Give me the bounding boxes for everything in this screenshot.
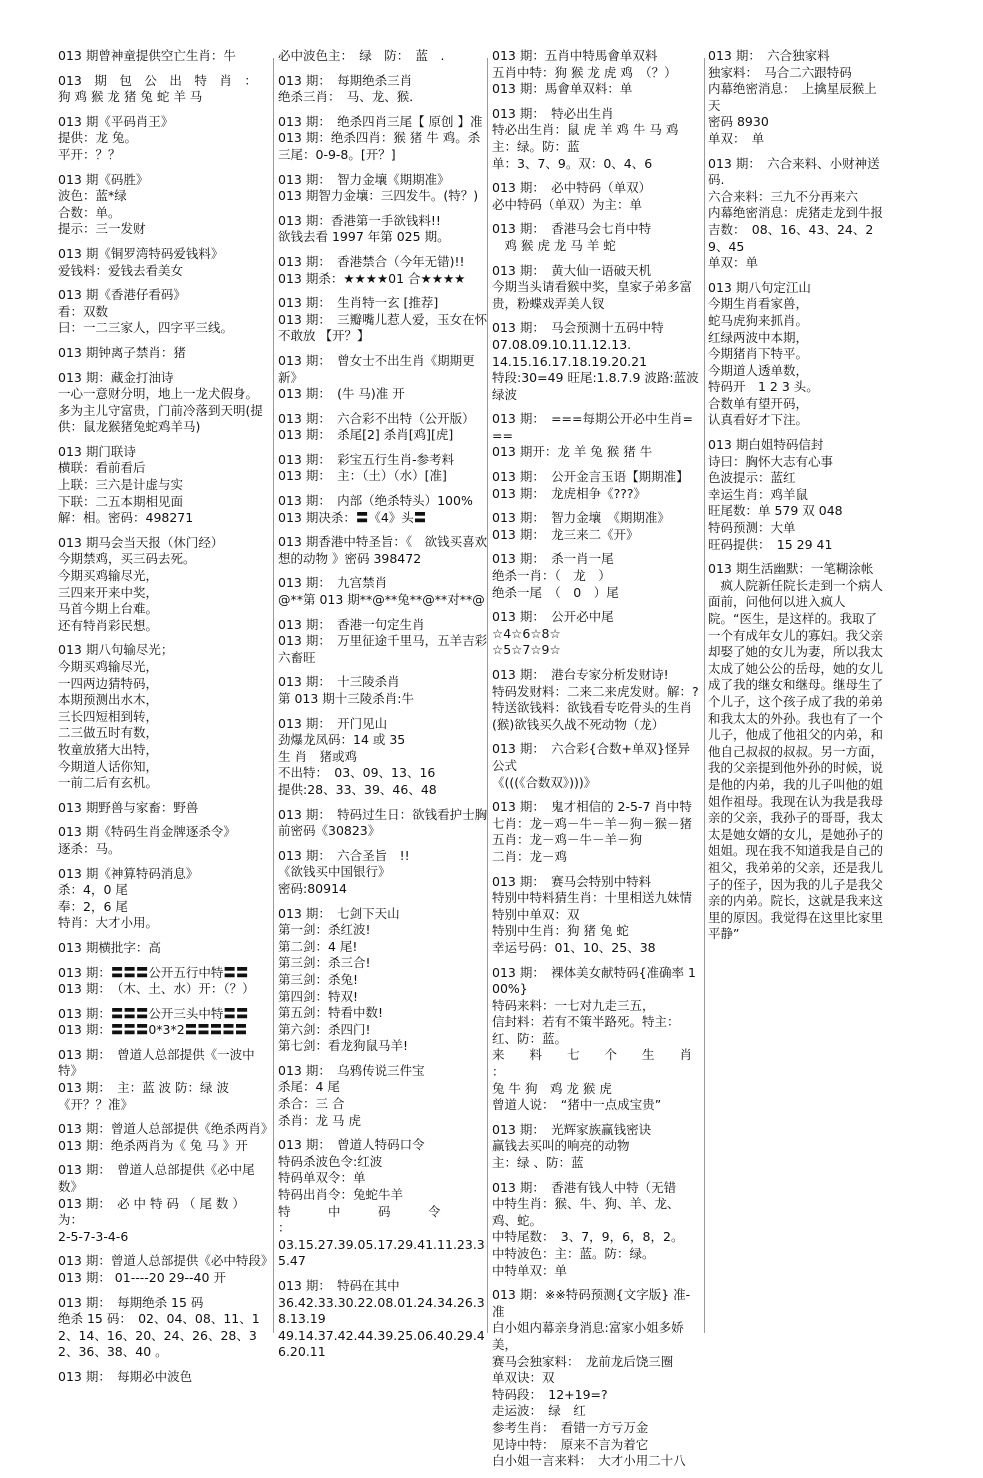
text-line: 特别中生肖：狗 猪 兔 蛇 [492, 923, 629, 939]
text-line: 今期生肖看家兽， [708, 296, 809, 312]
text-line: 红绿两波中本期， [708, 329, 809, 345]
text-line: 第五剑：特看中数! [278, 1005, 384, 1021]
text-line: 马首今期上台难。 [58, 601, 159, 617]
column-1 [58, 48, 274, 1394]
text-line: 今期禁鸡，买三码去死。 [58, 551, 196, 567]
text-line: 013 期《特码生肖金牌逐杀令》 [58, 824, 236, 840]
text-line: 特送欲钱料：欲钱看专吃骨头的生肖(猴)欲钱买久战不死动物（龙） [492, 700, 693, 732]
text-line: 内幕绝密消息： 上擒星辰猴上天 [708, 81, 877, 113]
text-line: 下联：二五本期相见面 [58, 493, 184, 509]
text-line: 必中波色主： 绿 防： 蓝 . [278, 48, 445, 63]
text-block [492, 667, 702, 733]
text-line: 疯人院新任院长走到一个病人面前，问他何以进入疯人院。“医生，是这样的。我取了一个有成年女儿的寡妇。我父亲却娶了她的女儿为妻，所以我太太成了她公公的岳母，她的女儿成了我的继女和继母。继母生了个儿子，这个孩子成了我的弟弟和我太太的外孙。我也有了一个儿子，他成了他祖父的内弟，和他自己叔叔的叔叔。另一方面，我的父亲提到他外孙的时候，说是他的内弟，我的儿子叫他的姐姐作祖母。我现在认为我是我母亲的父亲，我孙子的哥哥，我太太是她女婿的女儿，是她孙子的姐姐。现在我不知道我是自己的祖父，我弟弟的父亲，还是我儿子的侄子，因为我的儿子是我父亲的内弟。院长，这就是我来这里的原因。我觉得在这里比家里平静” [708, 577, 884, 942]
text-line: 鸡 猴 虎 龙 马 羊 蛇 [492, 237, 616, 253]
text-block [278, 353, 488, 403]
text-block [278, 1063, 488, 1129]
text-line: 第六剑：杀四门! [278, 1021, 371, 1037]
text-line: 013 期： 公开金言玉语【期期准】 [492, 469, 689, 485]
text-line: 白小姐内幕亲身消息:富家小姐多娇美， [492, 1320, 684, 1352]
text-line: 特必出生肖：鼠 虎 羊 鸡 牛 马 鸡 [492, 122, 679, 138]
text-line: 特码预测：大单 [708, 520, 796, 536]
text-block [278, 213, 488, 246]
text-line: 013 期： 必中特码（单双） [492, 180, 652, 196]
text-line: 特码段： 12+19=? [492, 1386, 608, 1402]
text-line: 提供:28、33、39、46、48 [278, 781, 437, 797]
text-line: 013 期： 六合圣旨 !! [278, 847, 410, 863]
text-line: 013 期： 香港禁合（今年无错)!! [278, 253, 465, 269]
text-line: 013 期： 六合彩{合数+单双}怪异公式 [492, 741, 690, 773]
text-block [492, 1180, 702, 1280]
text-line: 独家料： 马合二六跟特码 [708, 64, 852, 80]
text-line: 013 期决杀：〓《4》头〓 [278, 509, 427, 525]
text-line: 绝杀一肖：（ 龙 ） [492, 568, 611, 584]
text-line: 还有特肖彩民想。 [58, 617, 159, 633]
text-line: 013 期： 特码过生日：欲钱看护士胸前密码《30823》 [278, 806, 488, 839]
text-block [492, 48, 702, 98]
text-line: 013 期： 彩宝五行生肖-参考料 [278, 451, 455, 467]
text-line: 解：相。密码：498271 [58, 510, 194, 526]
text-block [278, 114, 488, 164]
text-block [492, 874, 702, 957]
text-line: 必中特码（单双）为主：单 [492, 196, 643, 212]
column-2 [278, 48, 488, 1369]
text-block [492, 1287, 702, 1470]
text-block [58, 824, 268, 857]
text-line: 三四来开来中奖， [58, 584, 159, 600]
text-block [278, 807, 488, 840]
text-line: 013 期智力金壤：三四发牛。(特？) [278, 188, 479, 204]
text-line: 白小姐一言来料： 大才小用二十八 [492, 1453, 686, 1469]
text-line: 二肖：龙－鸡 [492, 848, 568, 864]
text-block [58, 800, 268, 817]
text-block [58, 535, 268, 635]
text-line: 013 期： 杀尾[2] 杀肖[鸡][虎] [278, 427, 454, 443]
text-line: 013 期：绝杀四肖：猴 猪 牛 鸡。杀三尾：0-9-8。[开？] [278, 130, 481, 162]
text-line: 七肖：龙－鸡－牛－羊－狗－猴－猪 [492, 815, 693, 831]
text-line: 013 期： 六合彩不出特（公开版） [278, 410, 475, 426]
text-block [492, 551, 702, 601]
text-line: 参考生肖： 看错一方亏万金 [492, 1419, 649, 1435]
text-line: 一心一意财分明，地上一龙犬假身。多为主儿守富贵，门前冷落到天明(提供：鼠龙猴猪兔蛇鸡羊马) [58, 386, 263, 435]
text-line: 013 期：绝杀两肖为《 兔 马 》开 [58, 1137, 248, 1153]
text-line: 013 期八句定江山 [708, 279, 811, 295]
text-line: 013 期门联诗 [58, 443, 136, 459]
text-line: 单双：单 [708, 255, 759, 271]
text-line: 密码 8930 [708, 114, 769, 130]
text-line: 赛马会独家料： 龙前龙后饶三圈 [492, 1353, 674, 1369]
text-line: 诗曰：胸怀大志有心事 [708, 453, 834, 469]
text-block [492, 964, 718, 1114]
text-line: 合数：单。 [58, 204, 121, 220]
text-line: 013 期： ===每期公开必中生肖=== [492, 411, 693, 443]
text-line: 013 期野兽与家畜：野兽 [58, 799, 199, 815]
text-line: 幸运号码：01、10、25、38 [492, 939, 656, 955]
text-block [58, 172, 268, 238]
text-line: 013 期： 曾道人总部提供《必中尾数》 [58, 1162, 255, 1195]
text-block [278, 534, 488, 567]
text-block [58, 965, 268, 998]
text-line: 六合来料：三九不分再来六 [708, 188, 859, 204]
column-divider [273, 58, 274, 1333]
text-line: 013 期： 主：（土）（水）[准] [278, 468, 447, 484]
text-line: 平开：？？ [58, 146, 121, 162]
text-block [278, 48, 488, 65]
text-block [278, 172, 488, 205]
text-block [58, 1121, 274, 1154]
text-line: ☆5☆7☆9☆ [492, 642, 561, 658]
text-line: 今期买鸡输尽光， [58, 568, 159, 584]
text-line: 013 期： 港台专家分析发财诗! [492, 667, 669, 682]
text-line: 013 期： 特码在其中 [278, 1278, 400, 1293]
text-block [492, 263, 702, 313]
text-line: 五肖：龙－鸡－牛－羊－狗 [492, 832, 643, 848]
column-3 [492, 48, 718, 1478]
text-block [492, 106, 702, 172]
text-line: 特段:30=49 旺尾:1.8.7.9 波路:蓝波绿波 [492, 370, 699, 402]
text-line: 013 期： （木、土、水）开：（？） [58, 981, 255, 997]
text-line: 狗 鸡 猴 龙 猪 兔 蛇 羊 马 [58, 89, 203, 105]
text-line: 本期预测出水木， [58, 692, 159, 708]
text-line: 二三做五时有数， [58, 725, 159, 741]
text-line: 走运波： 绿 红 [492, 1403, 586, 1419]
text-line: 013 期：五肖中特馬會单双料 [492, 48, 658, 63]
text-line: 013 期钟离子禁肖：猪 [58, 344, 186, 360]
text-block [58, 370, 268, 436]
text-line: 中特尾数： 3、7，9，6，8，2。 [492, 1229, 684, 1245]
text-line: ☆4☆6☆8☆ [492, 625, 561, 641]
text-line: 013 期《铜罗湾特码爱钱料》 [58, 245, 224, 261]
text-line: 特码发财料：二来二来虎发财。解：? [492, 683, 699, 699]
text-block [58, 73, 268, 106]
text-line: 013 期： 马会预测十五码中特 [492, 320, 664, 336]
column-4 [708, 48, 888, 951]
column-divider [704, 58, 705, 1333]
text-line: 合数单有望开码， [708, 395, 809, 411]
text-line: 013 期： 公开必中尾 [492, 609, 614, 625]
text-line: 013 期： 光辉家族赢钱密诀 [492, 1121, 652, 1137]
text-line: 绝杀三肖： 马、龙、猴． [278, 89, 422, 105]
text-line: 013 期： 曾道人特码口令 [278, 1137, 425, 1153]
text-line: 013 期《平码肖王》 [58, 113, 174, 129]
text-block [58, 1253, 274, 1286]
text-line: 013 期： 曾女士不出生肖《期期更新》 [278, 352, 475, 385]
text-line: 013 期： 九宫禁肖 [278, 575, 388, 591]
text-line: 第二剑：4 尾! [278, 938, 358, 954]
text-block [58, 246, 268, 279]
text-line: 013 期： 七剑下天山 [278, 905, 400, 921]
text-line: 今期道人话你知， [58, 758, 159, 774]
text-block [708, 561, 888, 943]
text-line: 013 期： 龙三来二《开》 [492, 526, 639, 542]
text-line: 36.42.33.30.22.08.01.24.34.26.38.13.19 [278, 1294, 485, 1327]
text-line: 特别中特料猜生肖：十里相送九妹情 [492, 890, 693, 906]
text-line: 横联：看前看后 [58, 460, 146, 476]
text-line: 013 期： 裸体美女献特码{准确率 100%} [492, 964, 696, 997]
text-line: 中特波色：主：蓝。防：绿。 [492, 1246, 655, 1261]
text-block [58, 345, 268, 362]
text-line: 013 期： 鬼才相信的 2-5-7 肖中特 [492, 799, 692, 815]
text-line: 今期道人透单数， [708, 362, 809, 378]
text-line: 特 中 码 令 ： [278, 1203, 479, 1236]
text-line: 特别中单双：双 [492, 906, 580, 922]
text-line: 013 期马会当天报（休门经） [58, 534, 224, 550]
text-line: @**第 013 期**@**兔**@**对**@ [278, 592, 485, 608]
text-line: 提供：龙 兔。 [58, 130, 137, 146]
text-line: 主：绿 、防：蓝 [492, 1155, 584, 1171]
text-block [278, 674, 488, 707]
text-line: 013 期：※※特码预测{文字版} 准-准 [492, 1287, 691, 1319]
text-line: 013 期： 必 中 特 码 （ 尾 数 ） 为： [58, 1195, 249, 1228]
text-line: 单双诀：双 [492, 1370, 555, 1386]
text-block [492, 221, 702, 254]
text-line: 中特生肖：猴、牛、狗、羊、龙、鸡、蛇。 [492, 1196, 680, 1228]
text-line: 013 期香港中特圣旨：《 欲钱买喜欢想的动物 》密码 398472 [278, 534, 488, 566]
text-line: 主：绿。防：蓝 [492, 138, 580, 154]
text-line: 蛇马虎狗来抓肖。 [708, 312, 809, 328]
text-block [278, 493, 488, 526]
text-line: 欲钱去看 1997 年第 025 期。 [278, 229, 450, 245]
text-line: 劲爆龙凤码：14 或 35 [278, 732, 406, 748]
text-line: 07.08.09.10.11.12.13. [492, 336, 632, 352]
text-line: 内幕绝密消息：虎猪走龙到牛报 [708, 205, 884, 221]
text-line: 今期买鸡输尽光， [58, 659, 159, 674]
text-line: 第四剑：特双! [278, 988, 359, 1004]
text-line: 特码来料：一七对九走三五， [492, 997, 655, 1013]
text-block [58, 1047, 268, 1113]
text-line: 013 期： 01----20 29--40 开 [58, 1270, 226, 1285]
text-block [492, 510, 702, 543]
text-line: 013 期： 龙虎相争《???》 [492, 485, 646, 501]
text-line: 密码:80914 [278, 880, 347, 896]
text-line: 013 期杀：★★★★01 合★★★★ [278, 270, 466, 286]
text-line: 曰：一二三家人，四字平三线。 [58, 320, 234, 336]
text-line: 杀尾：4 尾 [278, 1079, 340, 1095]
text-line: 013 期： (牛 马)准 开 [278, 386, 405, 402]
text-line: 013 期：曾道人总部提供《必中特段》 [58, 1253, 274, 1269]
text-line: 013 期横批字：高 [58, 939, 161, 955]
text-block [492, 469, 702, 502]
text-block [708, 280, 888, 429]
text-line: 013 期： 六合来料、小财神送码. [708, 155, 880, 188]
text-line: 见诗中特： 原来不言为着它 [492, 1436, 649, 1452]
text-block [278, 254, 488, 287]
text-line: 013 期《码胜》 [58, 171, 149, 187]
text-line: 013 期： 特必出生肖 [492, 105, 614, 121]
text-block [58, 866, 268, 932]
text-block [278, 411, 488, 444]
text-line: 一前二后有玄机。 [58, 775, 159, 791]
text-block [58, 1295, 268, 1361]
text-line: 第七剑：看龙狗鼠马羊! [278, 1038, 409, 1054]
text-block [492, 609, 702, 659]
text-block [708, 48, 888, 148]
text-line: 2-5-7-3-4-6 [58, 1228, 129, 1244]
text-line: 013 期： 黄大仙一语破天机 [492, 262, 652, 278]
text-line: 013 期：曾道人总部提供《绝杀两肖》 [58, 1121, 274, 1137]
text-line: 03.15.27.39.05.17.29.41.11.23.35.47 [278, 1236, 485, 1269]
text-line: 逐杀：马。 [58, 840, 121, 856]
text-block [278, 617, 488, 667]
text-line: 013 期： 万里征途千里马，五羊吉彩六畜旺 [278, 633, 488, 665]
text-line: 013 期：香港第一手欲钱料!! [278, 212, 441, 228]
text-line: 013 期 包 公 出 特 肖 ： [58, 72, 257, 88]
text-block [278, 1278, 488, 1361]
text-line: 013 期： 香港马会七肖中特 [492, 221, 652, 237]
text-line: 不出特： 03、09、13、16 [278, 765, 436, 781]
text-block [278, 452, 488, 485]
text-line: 013 期： 赛马会特别中特料 [492, 873, 652, 889]
text-line: 013 期： 香港一句定生肖 [278, 616, 425, 632]
text-line: 杀：4，0 尾 [58, 882, 128, 898]
text-block [58, 1369, 268, 1386]
text-line: 第 013 期十三陵杀肖:牛 [278, 691, 415, 706]
text-line: 信封料：若有不策半路死。特主：红、防：蓝。 [492, 1014, 680, 1046]
text-line: 013 期： 主：蓝 波 防：绿 波《开？？准》 [58, 1080, 230, 1112]
text-line: 爱钱料：爱钱去看美女 [58, 262, 184, 278]
text-block [492, 411, 702, 461]
text-line: 兔 牛 狗 鸡 龙 猴 虎 [492, 1080, 612, 1096]
text-line: 013 期： 绝杀四肖三尾【 原创 】准 [278, 113, 483, 129]
text-line: 今期猪肖下特平。 [708, 346, 809, 362]
text-line: 第一剑：杀红波! [278, 922, 371, 938]
text-line: 三长四短相到转， [58, 708, 159, 724]
text-line: 牧童放猪大出特， [58, 741, 159, 757]
text-line: 第三剑：杀三合! [278, 955, 371, 971]
text-line: 旺码提供： 15 29 41 [708, 536, 833, 552]
text-line: 杀肖：龙 马 虎 [278, 1112, 361, 1128]
text-line: 013 期曾神童提供空亡生肖：牛 [58, 48, 236, 63]
text-line: 今期当头请看猴中奖，皇家子弟多富贵，粉蝶戏弄美人钗 [492, 279, 693, 311]
text-line: 吉数： 08、16、43、24、29、45 [708, 221, 874, 254]
text-line: 013 期： 六合独家料 [708, 48, 830, 63]
text-line: 013 期生活幽默：一笔糊涂帐 [708, 561, 874, 577]
text-line: 013 期：〓〓〓公开五行中特〓〓 [58, 964, 249, 980]
text-block [58, 444, 268, 527]
text-block [58, 1162, 268, 1245]
text-block [492, 320, 702, 403]
text-block [708, 156, 888, 272]
text-line: 第三剑：杀兔! [278, 971, 359, 987]
text-block [58, 114, 268, 164]
text-line: 013 期： 内部（绝杀特头）100% [278, 493, 473, 509]
text-block [492, 180, 702, 213]
text-line: 色波提示：蓝红 [708, 470, 796, 486]
text-block [492, 741, 702, 791]
text-line: 013 期： 每期绝杀三肖 [278, 72, 413, 88]
text-line: 013 期： 每期绝杀 15 码 [58, 1294, 204, 1310]
text-block [58, 48, 268, 65]
text-line: 013 期：〓〓〓公开三头中特〓〓 [58, 1005, 249, 1021]
text-line: 013 期： 每期必中波色 [58, 1368, 193, 1384]
text-block [58, 287, 268, 337]
text-line: 013 期： 三瓣嘴儿惹人爱，玉女在怀不敢放 【开？】 [278, 311, 488, 344]
text-block [278, 848, 488, 898]
text-line: 一四两边猜特码， [58, 675, 159, 691]
text-line: 绝杀 15 码： 02、04、08、11、12、14、16、20、24、26、28、32、36、38、40 。 [58, 1311, 260, 1360]
text-line: 赢钱去买叫的响亮的动物 [492, 1138, 630, 1154]
text-line: 生 肖 猪或鸡 [278, 748, 357, 764]
text-line: 中特单双：单 [492, 1262, 568, 1278]
text-line: 杀合：三 合 [278, 1096, 345, 1112]
text-line: 013 期：藏金打油诗 [58, 369, 174, 385]
text-line: 特码出肖令：兔蛇牛羊 [278, 1187, 404, 1203]
text-line: 曾道人说： “猪中一点成宝贵” [492, 1097, 662, 1113]
text-block [278, 575, 488, 608]
text-block [58, 1006, 268, 1039]
text-line: 看：双数 [58, 303, 109, 319]
text-line: 013 期：〓〓〓0*3*2〓〓〓〓〓 [58, 1022, 248, 1038]
text-line: 013 期： 开门见山 [278, 715, 388, 731]
text-line: 单：3、7、9。双：0、4、6 [492, 155, 653, 171]
text-line: 013 期： 杀一肖一尾 [492, 551, 614, 567]
text-block [278, 73, 488, 106]
text-line: 013 期： 智力金壤《期期准》 [278, 171, 450, 187]
text-line: 提示：三一发财 [58, 221, 146, 237]
text-line: 波色：蓝*绿 [58, 188, 127, 204]
text-line: 14.15.16.17.18.19.20.21 [492, 353, 648, 369]
text-line: 013 期八句输尽光； [58, 642, 174, 658]
text-line: 013 期： 十三陵杀肖 [278, 674, 400, 690]
text-block [58, 940, 268, 957]
text-line: 单双： 单 [708, 130, 765, 146]
text-line: 认真看好才下注。 [708, 412, 809, 428]
text-line: 幸运生肖：鸡羊鼠 [708, 486, 809, 502]
text-line: 绝杀一尾 （ 0 ）尾 [492, 584, 619, 600]
text-line: 49.14.37.42.44.39.25.06.40.29.46.20.11 [278, 1327, 485, 1360]
text-line: 013 期： 生肖特一玄 [推荐] [278, 295, 439, 311]
text-line: 上联：三六是计虚与实 [58, 477, 184, 493]
text-block [708, 437, 888, 553]
text-block [278, 1137, 488, 1270]
text-line: 013 期开：龙 羊 兔 猴 猪 牛 [492, 444, 653, 460]
text-line: 013 期： 曾道人总部提供《一波中特》 [58, 1046, 255, 1079]
text-line: 五肖中特：狗 猴 龙 虎 鸡 （？） [492, 64, 677, 80]
text-line: 《(((《合数双》)))》 [492, 774, 597, 790]
text-block [58, 642, 268, 791]
text-line: 《欲钱买中国银行》 [278, 864, 391, 880]
text-block [492, 1122, 702, 1172]
text-line: 013 期： 香港有钱人中特（无错 [492, 1179, 677, 1195]
text-line: 奉：2，6 尾 [58, 898, 128, 914]
text-line: 特码单双令：单 [278, 1170, 366, 1186]
text-line: 013 期：馬會单双料：单 [492, 81, 633, 97]
text-block [492, 799, 702, 865]
text-block [278, 716, 488, 799]
text-line: 013 期： 智力金壤 《期期准》 [492, 510, 670, 526]
text-block [278, 295, 488, 345]
text-line: 来 料 七 个 生 肖 ： [492, 1047, 718, 1080]
text-block [278, 906, 488, 1055]
text-line: 特码杀波色令:红波 [278, 1153, 383, 1169]
text-line: 013 期《神算特码消息》 [58, 865, 199, 881]
text-line: 013 期： 乌鸦传说三件宝 [278, 1062, 425, 1078]
text-line: 旺尾数：单 579 双 048 [708, 503, 843, 519]
text-line: 013 期白姐特码信封 [708, 437, 824, 453]
text-line: 特码开 1 2 3 头。 [708, 379, 819, 395]
text-line: 013 期《香港仔看码》 [58, 287, 186, 303]
text-line: 特肖：大才小用。 [58, 915, 159, 931]
